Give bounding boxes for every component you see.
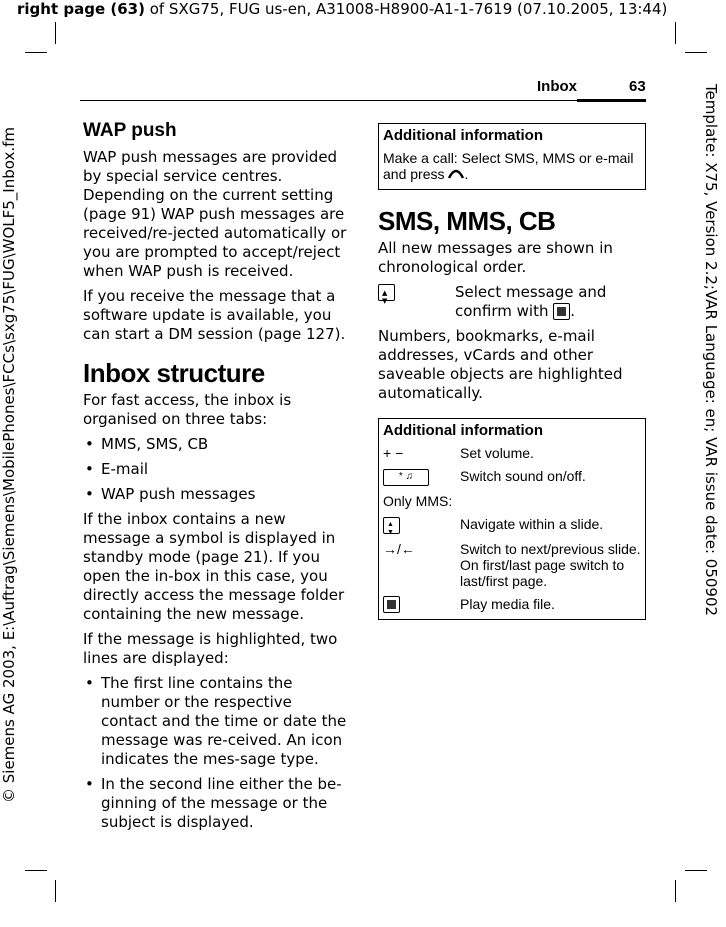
center-key-cell: [383, 596, 460, 614]
print-header-page: right page (63): [17, 0, 145, 18]
right-column: [378, 206, 646, 409]
phone-handset-icon: [448, 167, 464, 183]
star-key-icon: [383, 468, 460, 486]
list-item: • MMS, SMS, CB: [83, 435, 351, 454]
wap-push-paragraph-1: WAP push messages are provided by special service centres. Depending on the current setting (page 91) WAP push messages are received/re-jected automatically or you are prompted to accept/reject when WAP push is received.: [83, 148, 347, 280]
control-text: Navigate within a slide.: [460, 515, 604, 532]
inbox-paragraph-3: If the message is highlighted, two lines are displayed:: [83, 630, 338, 667]
list-item: • In the second line either the be-ginning of the message or the subject is displayed.: [83, 775, 351, 832]
control-row: [383, 468, 641, 486]
volume-key-label: + −: [383, 445, 404, 461]
crop-mark: [685, 52, 707, 53]
slide-keys-icon: [383, 541, 460, 589]
inbox-tabs-list: [83, 435, 351, 504]
right-margin-template: Template: X75, Version 2.2;VAR Language: en; VAR issue date: 050902: [702, 83, 720, 617]
nav-key-icon: [383, 517, 400, 534]
nav-key-cell: [378, 283, 455, 321]
left-margin-path: © Siemens AG 2003, E:\Auftrag\Siemens\MobilePhones\FCCs\sxg75\FUG\WOLF5_Inbox.fm: [0, 126, 18, 804]
header-rule: [80, 100, 646, 101]
list-item: • WAP push messages: [83, 485, 351, 504]
sms-paragraph-1: All new messages are shown in chronological order.: [378, 239, 613, 276]
crop-mark: [55, 880, 56, 902]
info-box-title: Additional information: [383, 127, 543, 144]
control-row: [383, 541, 641, 589]
control-text: Set volume.: [460, 445, 534, 461]
select-text: Select message and confirm with: [455, 283, 607, 320]
inbox-paragraph-2: If the inbox contains a new message a symbol is displayed in standby mode (page 21). If you open the in-box in this case, you directly access the message folder containing the new message.: [83, 510, 345, 623]
list-item: • E-mail: [83, 460, 351, 479]
info-box-call: [378, 123, 646, 190]
control-row: [383, 596, 641, 614]
header-rule-thick: [577, 99, 646, 102]
nav-key-icon: [378, 284, 395, 301]
sms-mms-cb-heading: SMS, MMS, CB: [378, 206, 556, 236]
inbox-structure-heading: Inbox structure: [83, 358, 265, 388]
info-box-text: Make a call: Select SMS, MMS or e-mail and press .: [383, 150, 634, 182]
print-header-info: of SXG75, FUG us-en, A31008-H8900-A1-1-7619 (07.10.2005, 13:44): [144, 0, 668, 18]
select-instruction-text: Select message and confirm with .: [455, 283, 607, 320]
control-text: Play media file.: [460, 595, 555, 612]
nav-key-cell: [383, 516, 460, 534]
slide-keys-label: →/←: [383, 540, 415, 557]
page-number: 63: [629, 78, 646, 95]
wap-push-heading: WAP push: [83, 120, 177, 141]
only-mms-label: Only MMS:: [383, 492, 453, 509]
control-row: [383, 516, 641, 534]
list-item: • The first line contains the number or the respective contact and the time or date the message was re-ceived. An icon indicates the mes-sage type.: [83, 674, 351, 769]
control-text: Switch sound on/off.: [460, 468, 586, 484]
crop-mark: [685, 870, 707, 871]
info-box-controls: [378, 418, 646, 620]
crop-mark: [675, 880, 676, 902]
select-instruction: [378, 283, 646, 321]
control-row: [383, 493, 641, 509]
center-key-icon: [383, 596, 400, 613]
star-key-label: * ♫: [383, 469, 429, 486]
wap-push-paragraph-2: If you receive the message that a software update is available, you can start a DM session (page 127).: [83, 287, 346, 343]
crop-mark: [675, 22, 676, 44]
sms-paragraph-2: Numbers, bookmarks, e-mail addresses, vCards and other saveable objects are highlighted automatically.: [378, 327, 623, 402]
control-text: Switch to next/previous slide. On first/last page switch to last/first page.: [460, 540, 641, 589]
info-box-text-content: Make a call: Select SMS, MMS or e-mail and press: [383, 150, 634, 182]
control-row: [383, 445, 641, 461]
inbox-paragraph-1: For fast access, the inbox is organised on three tabs:: [83, 391, 292, 428]
display-lines-list: [83, 674, 351, 832]
crop-mark: [25, 52, 47, 53]
print-header: [17, 0, 667, 18]
left-column: [83, 121, 351, 838]
crop-mark: [25, 870, 47, 871]
center-key-icon: [553, 303, 570, 320]
crop-mark: [55, 22, 56, 44]
running-title: Inbox: [537, 78, 577, 95]
info-box-title: Additional information: [383, 422, 543, 439]
volume-key-icon: [383, 445, 460, 461]
